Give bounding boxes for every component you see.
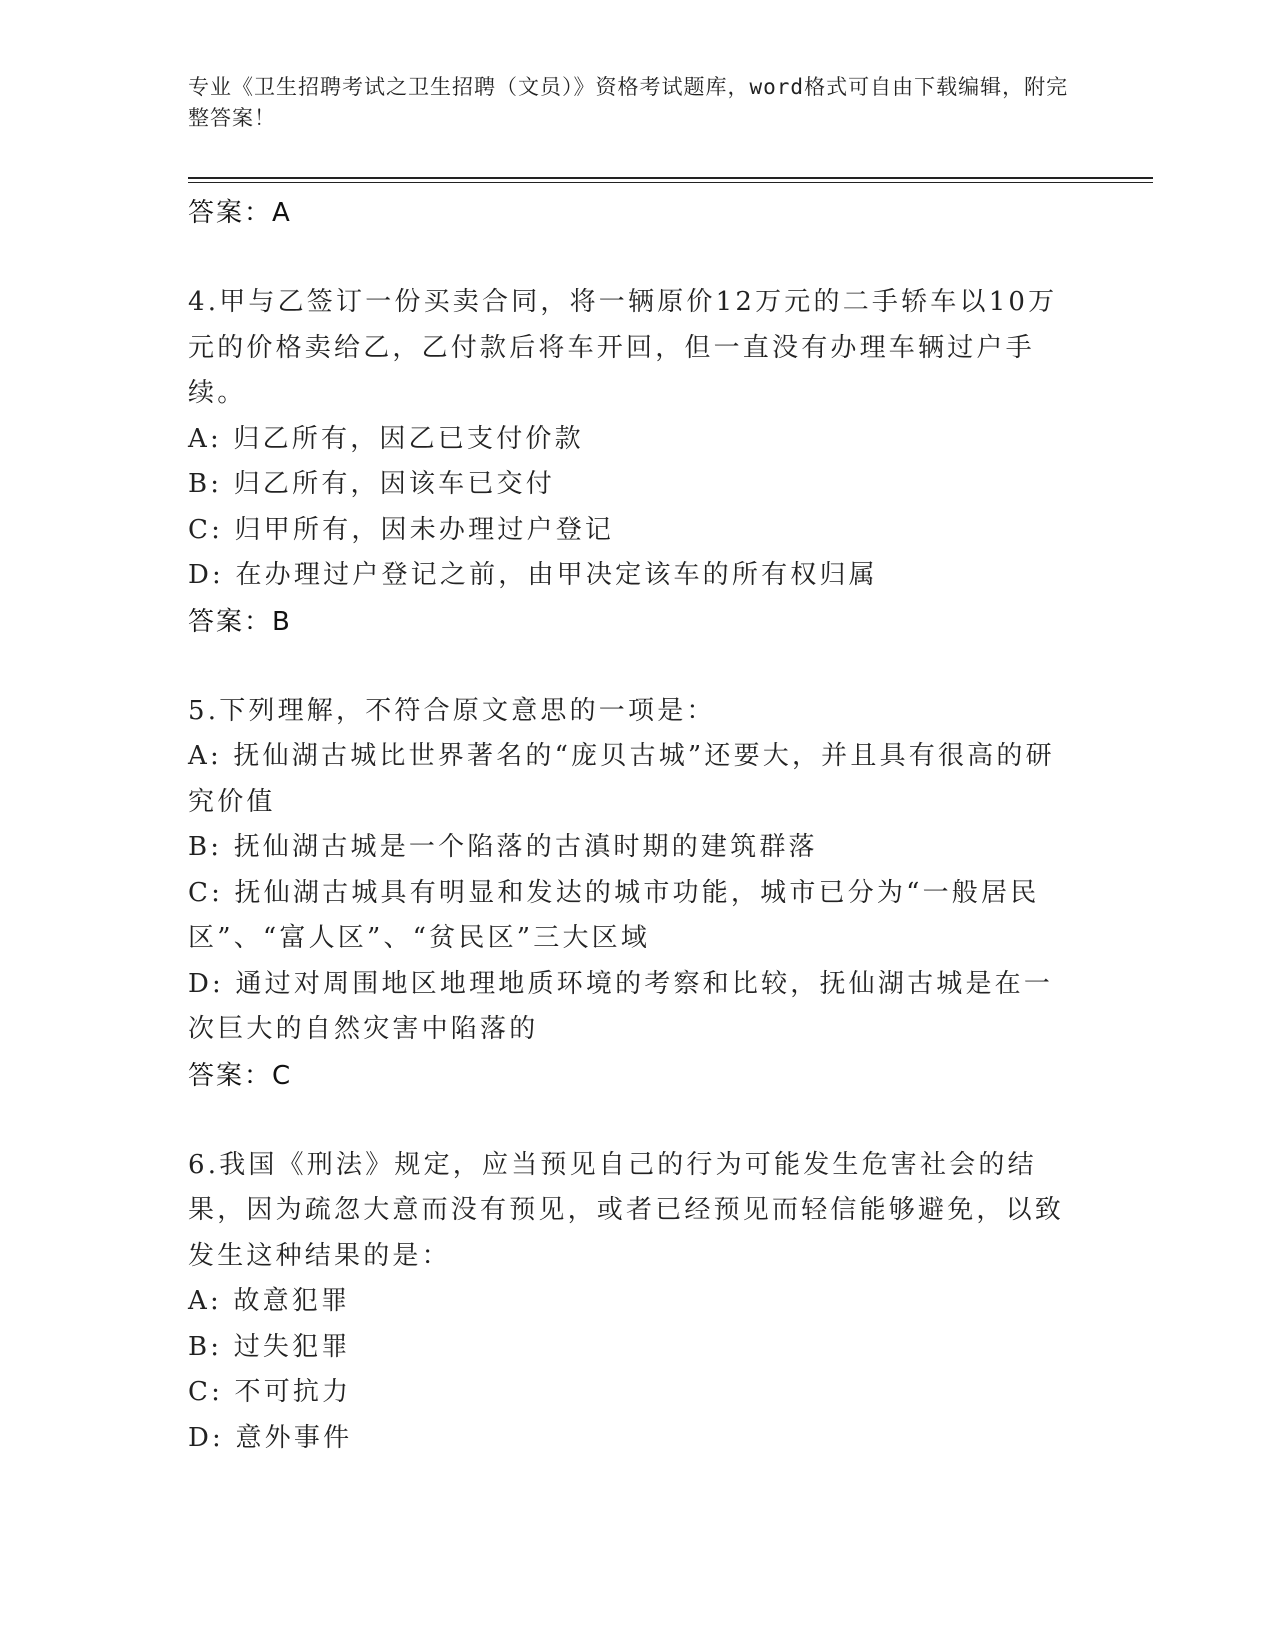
question-6 xyxy=(188,1143,1078,1462)
answer-q4: 答案：B xyxy=(188,606,292,637)
question-5-option-c: C: 抚仙湖古城具有明显和发达的城市功能，城市已分为“一般居民区”、“富人区”、“贫民区”三大区域 xyxy=(188,877,1040,953)
question-content xyxy=(188,190,1078,1461)
question-6-option-d: D: 意外事件 xyxy=(188,1422,353,1453)
spacer xyxy=(188,645,1078,689)
answer-q3: 答案：A xyxy=(188,198,292,228)
spacer xyxy=(188,236,1078,280)
question-5-option-b: B: 抚仙湖古城是一个陷落的古滇时期的建筑群落 xyxy=(188,832,818,862)
document-header: 专业《卫生招聘考试之卫生招聘（文员）》资格考试题库，word格式可自由下载编辑，附完整答案！ xyxy=(188,75,1069,130)
question-5-text: 5.下列理解，不符合原文意思的一项是： xyxy=(188,695,716,726)
question-4-text: 4.甲与乙签订一份买卖合同，将一辆原价12万元的二手轿车以10万元的价格卖给乙，乙付款后将车开回，但一直没有办理车辆过户手续。 xyxy=(188,287,1058,408)
question-4 xyxy=(188,280,1078,645)
header-divider-thin xyxy=(188,182,1153,183)
answer-q5: 答案：C xyxy=(188,1060,293,1091)
question-4-option-d: D: 在办理过户登记之前，由甲决定该车的所有权归属 xyxy=(188,560,878,590)
spacer xyxy=(188,1099,1078,1143)
question-5 xyxy=(188,689,1078,1099)
question-4-option-c: C: 归甲所有，因未办理过户登记 xyxy=(188,514,615,545)
question-6-option-c: C: 不可抗力 xyxy=(188,1377,352,1407)
question-6-option-b: B: 过失犯罪 xyxy=(188,1331,351,1362)
header-divider-thick xyxy=(188,177,1153,179)
question-5-option-a: A: 抚仙湖古城比世界著名的“庞贝古城”还要大，并且具有很高的研究价值 xyxy=(188,741,1055,817)
question-4-option-b: B: 归乙所有，因该车已交付 xyxy=(188,469,555,499)
question-5-option-d: D: 通过对周围地区地理地质环境的考察和比较，抚仙湖古城是在一次巨大的自然灾害中陷落的 xyxy=(188,968,1054,1044)
question-4-option-a: A: 归乙所有，因乙已支付价款 xyxy=(188,423,584,454)
question-6-text: 6.我国《刑法》规定，应当预见自己的行为可能发生危害社会的结果，因为疏忽大意而没有预见，或者已经预见而轻信能够避免，以致发生这种结果的是： xyxy=(188,1149,1065,1271)
question-6-option-a: A: 故意犯罪 xyxy=(188,1286,351,1316)
